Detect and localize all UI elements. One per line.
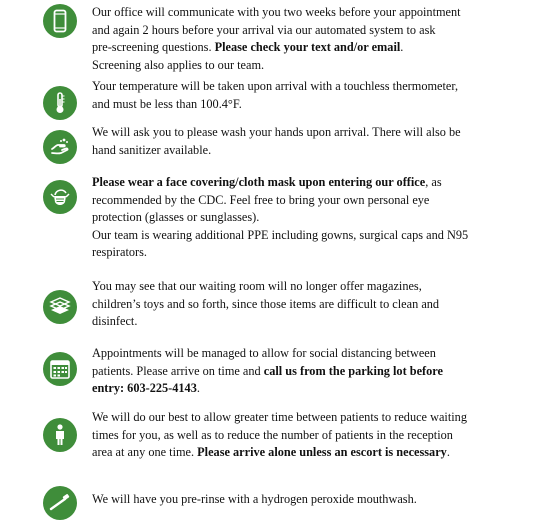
calendar-icon [43,352,77,386]
text-line [92,4,492,22]
text-line [92,409,492,427]
text-segment: , as [425,175,442,189]
text-line [92,96,492,114]
text-line [92,174,492,192]
guideline-text [92,78,492,113]
bold-text: call us from the parking lot before [263,363,443,378]
magazines-icon [43,290,77,324]
thermometer-icon [43,86,77,120]
guideline-text [92,4,492,74]
text-segment: times for you, as well as to reduce the number of patients in the reception [92,427,453,442]
text-segment: recommended by the CDC. Feel free to bring your own personal eye [92,192,430,207]
text-line [92,57,492,75]
text-segment: We will ask you to please wash your hands upon arrival. There will also be [92,125,461,139]
guideline-text [92,278,492,331]
text-line [92,78,492,96]
text-line [92,345,492,363]
guideline-text [92,491,492,509]
text-segment: . [400,40,404,55]
text-segment: area at any one time. [92,445,198,460]
text-segment: children’s toys and so forth, since those items are difficult to clean and [92,296,440,311]
text-line [92,491,492,509]
text-line [92,427,492,445]
text-line [92,39,492,57]
text-line [92,380,492,398]
text-segment: We will do our best to allow greater time between patients to reduce waiting [92,410,467,424]
text-segment: Our team is wearing additional PPE including gowns, surgical caps and N95 [92,227,469,242]
text-line [92,209,492,227]
bold-text: entry: 603-225-4143 [92,381,197,396]
text-line [92,296,492,314]
text-segment: We will have you pre-rinse with a hydrogen peroxide mouthwash. [92,492,417,506]
text-segment: Appointments will be managed to allow for social distancing between [92,346,436,360]
text-line [92,244,492,262]
text-line [92,227,492,245]
text-line [92,313,492,331]
text-segment: . [446,445,450,460]
bold-text: Please wear a face covering/cloth mask upon entering our office [92,175,426,189]
text-segment: patients. Please arrive on time and [92,363,264,378]
hand-washing-icon [43,130,77,164]
text-line [92,142,492,160]
text-line [92,124,492,142]
phone-icon [43,4,77,38]
guideline-text [92,174,492,262]
text-segment: and again 2 hours before your arrival via our automated system to ask [92,22,436,37]
toothbrush-icon [43,486,77,520]
text-line [92,22,492,40]
text-segment: respirators. [92,245,147,260]
person-icon [43,418,77,452]
text-segment: protection (glasses or sunglasses). [92,210,260,225]
text-line [92,192,492,210]
text-line [92,444,492,462]
guideline-text [92,124,492,159]
bold-text: Please check your text and/or email [214,40,401,55]
text-line [92,363,492,381]
text-segment: Our office will communicate with you two weeks before your appointment [92,5,461,19]
text-segment: You may see that our waiting room will no longer offer magazines, [92,279,422,293]
guideline-text [92,345,492,398]
text-segment: pre-screening questions. [92,40,215,55]
text-segment: Your temperature will be taken upon arrival with a touchless thermometer, [92,79,459,93]
bold-text: Please arrive alone unless an escort is necessary [197,445,447,460]
text-segment: and must be less than 100.4°F. [92,96,242,111]
text-line [92,278,492,296]
text-segment: . [196,381,200,396]
guideline-text [92,409,492,462]
text-segment: hand sanitizer available. [92,142,212,157]
face-mask-icon [43,180,77,214]
text-segment: Screening also applies to our team. [92,57,265,72]
text-segment: disinfect. [92,314,138,329]
